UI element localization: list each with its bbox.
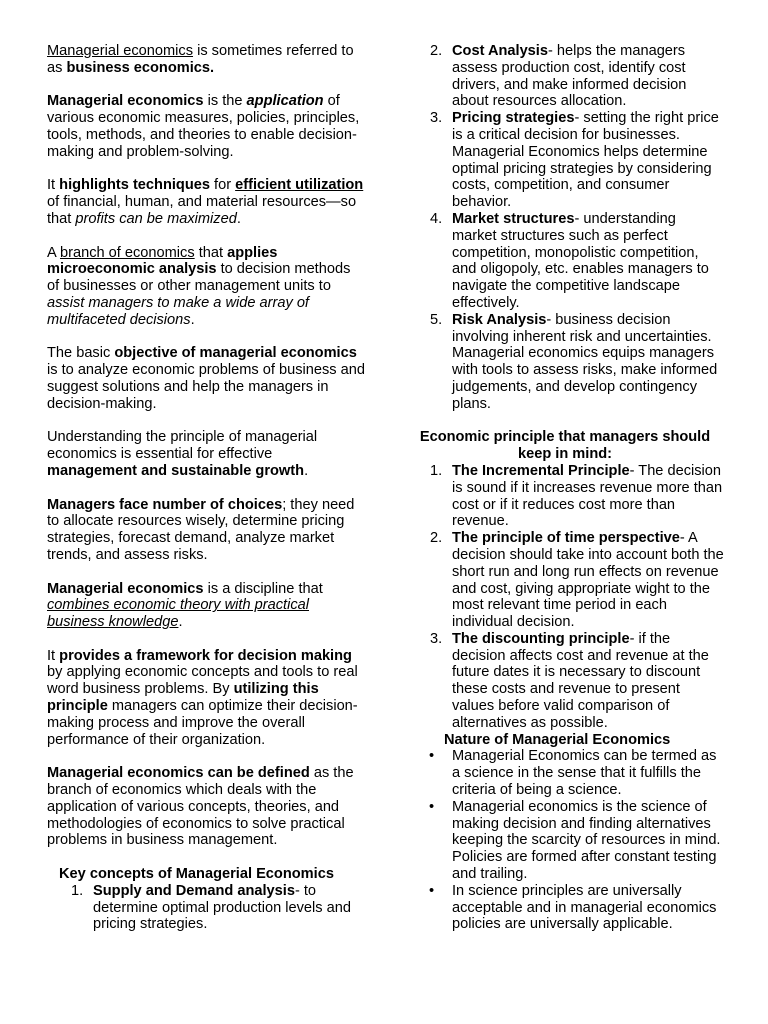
nature-heading: Nature of Managerial Economics — [444, 731, 671, 748]
paragraph-definition-alias: Managerial economics is sometimes referred to as business economics. — [47, 43, 354, 76]
spacer — [406, 413, 724, 430]
list-item: 1. The Incremental Principle- The decision is sound if it increases revenue more than cost or if it reduces cost more than revenue. — [430, 462, 723, 530]
list-item: 3. Pricing strategies- setting the right price is a critical decision for businesses. Managerial Economics helps determine optimal pricing strategies by considering costs, competition, and consumer behavior. — [430, 110, 719, 211]
paragraph-choices: Managers face number of choices; they need to allocate resources wisely, determine pricing strategies, forecast demand, analyze market trends, and assess risks. — [47, 496, 355, 563]
list-item: 2. The principle of time perspective- A decision should take into account both the short run and long run effects on revenue and cost, giving appropriate wight to the most relevant time period in each individual decision. — [430, 530, 724, 631]
list-item: • In science principles are universally acceptable and in managerial economics policies are universally applicable. — [429, 882, 717, 933]
key-concepts-list-continued — [406, 43, 724, 413]
paragraph-application: Managerial economics is the application of various economic measures, policies, principles, tools, methods, and theories to enable decision-making and problem-solving. — [47, 93, 360, 160]
list-item: • Managerial Economics can be termed as a science in the sense that it fulfills the criteria of being a science. — [429, 748, 717, 799]
paragraph-objective: The basic objective of managerial economics is to analyze economic problems of business and suggest solutions and help the managers in decision-making. — [47, 345, 365, 412]
nature-list — [406, 748, 724, 933]
principles-list — [406, 463, 724, 732]
paragraph-defined: Managerial economics can be defined as the branch of economics which deals with the application of various concepts, theories, and methodologies of economics to solve practical problems in business management. — [47, 765, 354, 849]
list-item: 3. The discounting principle- if the decision affects cost and revenue at the future dates it is necessary to discount these costs and revenue to present values before valid comparison of alternatives as possible. — [430, 630, 709, 731]
bullet-icon: • — [429, 882, 435, 899]
paragraph-techniques: It highlights techniques for efficient utilization of financial, human, and material resources—so that profits can be maximized. — [47, 177, 364, 227]
list-item: 5. Risk Analysis- business decision involving inherent risk and uncertainties. Managerial economics equips managers with tools to assess risks, make informed judgements, and develop contingency plans. — [430, 311, 718, 412]
list-item: • Managerial economics is the science of making decision and finding alternatives keeping the scarcity of resources in mind. Policies are formed after constant testing and trailing. — [429, 798, 721, 883]
paragraph-framework: It provides a framework for decision making by applying economic concepts and tools to real word business problems. By utilizing this principle managers can optimize their decision-making process and improve the overall performance of their organization. — [47, 647, 358, 748]
bullet-icon: • — [429, 748, 435, 765]
bullet-icon: • — [429, 798, 435, 815]
list-item: 4. Market structures- understanding market structures such as perfect competition, monopolistic competition, and oligopoly, etc. enables managers to navigate the competitive landscape effectively. — [430, 210, 709, 311]
paragraph-branch: A branch of economics that applies microeconomic analysis to decision methods of businesses or other management units to assist managers to make a wide array of multifaceted decisions. — [47, 244, 351, 328]
paragraph-understanding: Understanding the principle of managerial economics is essential for effective management and sustainable growth. — [47, 429, 318, 479]
key-concepts-list-start — [47, 883, 365, 933]
list-item: 1. Supply and Demand analysis- to determine optimal production levels and pricing strategies. — [71, 882, 351, 933]
key-concepts-heading: Key concepts of Managerial Economics — [59, 866, 334, 883]
right-column — [406, 43, 724, 933]
list-item: 2. Cost Analysis- helps the managers assess production cost, identify cost drivers, and make informed decision about resources allocation. — [430, 43, 687, 110]
left-column — [47, 43, 365, 933]
economic-principle-heading: Economic principle that managers should keep in mind: — [419, 429, 711, 463]
paragraph-discipline: Managerial economics is a discipline that combines economic theory with practical business knowledge. — [47, 580, 323, 631]
